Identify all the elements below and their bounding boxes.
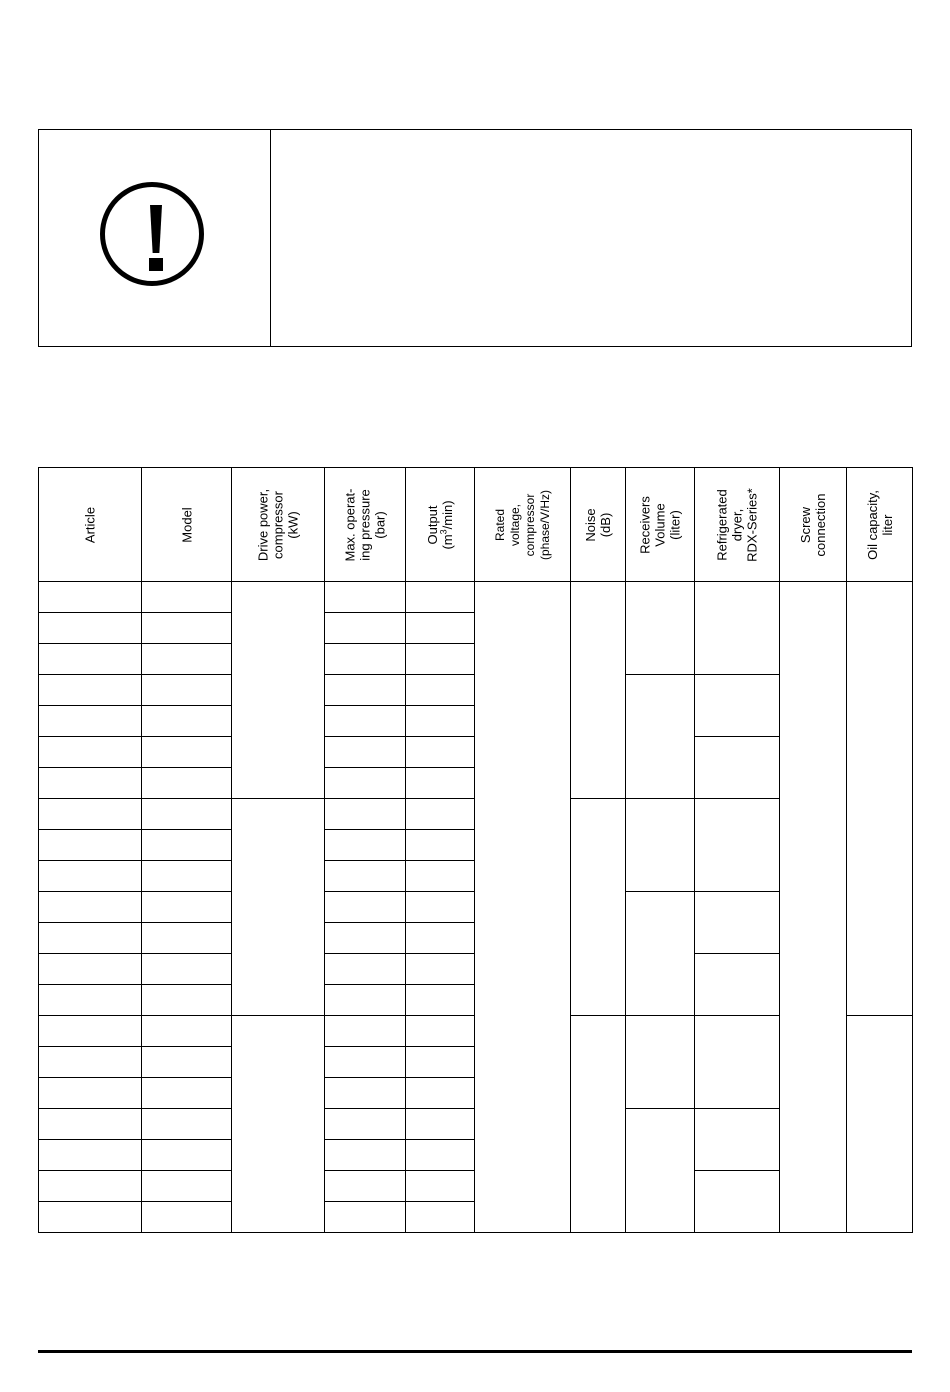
header-noise: Noise (dB) (571, 468, 626, 582)
header-screw-connection: Screw connection (780, 468, 847, 582)
spec-table (38, 467, 913, 1233)
exclamation-dot (149, 258, 163, 271)
header-max-pressure: Max. operat- ing pressure (bar) (325, 468, 406, 582)
header-receivers-volume: Receivers Volume (liter) (626, 468, 695, 582)
header-refrigerated-dryer: Refrigerated dryer, RDX-Series* (695, 468, 780, 582)
header-output: Output $(m^3/\min)$ (406, 468, 475, 582)
header-article: Article (39, 468, 142, 582)
table-header-row (39, 468, 913, 582)
table-row (39, 582, 913, 613)
header-model: Model (142, 468, 232, 582)
warning-icon-cell (39, 130, 271, 346)
header-drive-power: Drive power, compressor (kW) (232, 468, 325, 582)
header-rated-voltage: Rated voltage, compressor (phase/V/Hz) (475, 468, 571, 582)
header-oil-capacity: Oil capacity, liter (847, 468, 913, 582)
exclamation-bar (150, 205, 162, 253)
exclamation-circle-icon (100, 182, 204, 286)
footer-rule (38, 1350, 912, 1353)
warning-text-cell (271, 130, 911, 346)
warning-box (38, 129, 912, 347)
